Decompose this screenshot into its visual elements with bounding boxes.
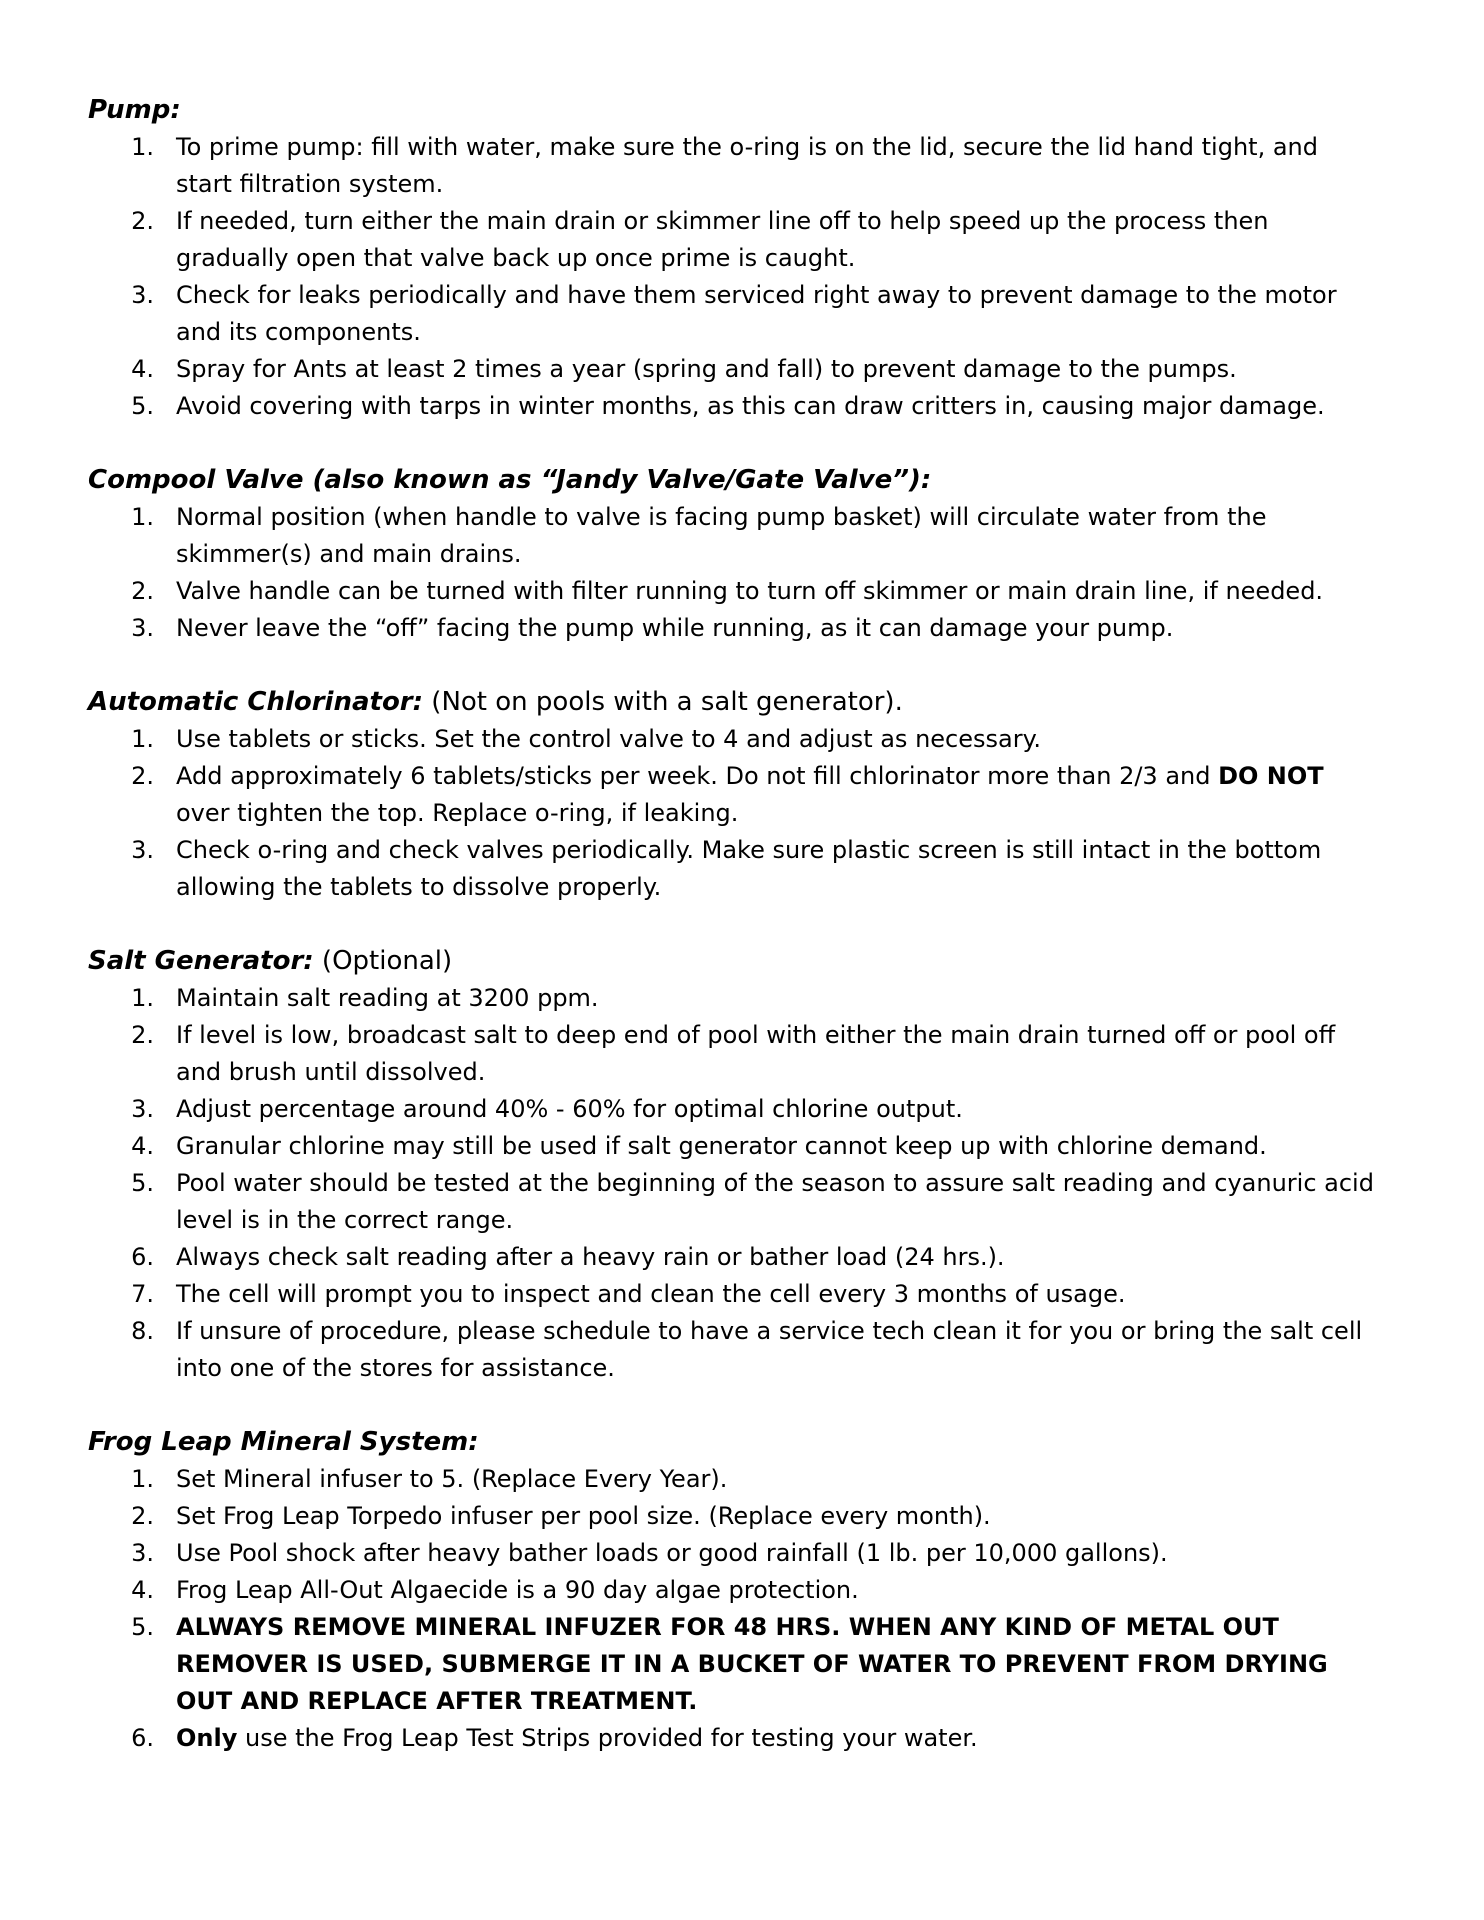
item-number: 4. xyxy=(131,1576,154,1604)
item-number: 3. xyxy=(131,614,154,642)
list-item xyxy=(88,758,1414,832)
list-item xyxy=(88,203,1414,277)
list-item xyxy=(88,351,1414,388)
section-heading xyxy=(88,462,1414,499)
item-text: Granular chlorine may still be used if salt generator cannot keep up with chlorine demand. xyxy=(176,1132,1267,1160)
item-number: 5. xyxy=(131,392,154,420)
item-text: Maintain salt reading at 3200 ppm. xyxy=(176,984,599,1012)
heading-title: Automatic Chlorinator: xyxy=(88,687,424,717)
item-number: 2. xyxy=(131,207,154,235)
list-item xyxy=(88,1276,1414,1313)
item-text: Set Mineral infuser to 5. (Replace Every Year). xyxy=(176,1465,728,1493)
list-item xyxy=(88,832,1414,906)
list-item xyxy=(88,1720,1414,1757)
list-item xyxy=(88,1609,1414,1720)
item-text: Use tablets or sticks. Set the control valve to 4 and adjust as necessary. xyxy=(176,725,1041,753)
item-text: Adjust percentage around 40% - 60% for optimal chlorine output. xyxy=(176,1095,963,1123)
item-text: Pool water should be tested at the beginning of the season to assure salt reading and cyanuric acid level is in the correct range. xyxy=(176,1169,1374,1234)
heading-title: Salt Generator: xyxy=(88,946,314,976)
item-text: Set Frog Leap Torpedo infuser per pool size. (Replace every month). xyxy=(176,1502,991,1530)
frog-leap-list xyxy=(88,1461,1414,1757)
item-number: 3. xyxy=(131,1095,154,1123)
item-number: 8. xyxy=(131,1317,154,1345)
heading-note: (Not on pools with a salt generator). xyxy=(423,687,903,717)
item-text: Check for leaks periodically and have them serviced right away to prevent damage to the motor and its components. xyxy=(176,281,1337,346)
item-text: The cell will prompt you to inspect and clean the cell every 3 months of usage. xyxy=(176,1280,1126,1308)
valve-list xyxy=(88,499,1414,647)
item-text xyxy=(176,1720,1414,1757)
item-text: Avoid covering with tarps in winter months, as this can draw critters in, causing major damage. xyxy=(176,392,1325,420)
heading-title: Compool Valve (also known as “Jandy Valve/Gate Valve”): xyxy=(88,465,932,495)
item-text: If unsure of procedure, please schedule to have a service tech clean it for you or bring the salt cell into one of the stores for assistance. xyxy=(176,1317,1363,1382)
list-item xyxy=(88,1239,1414,1276)
list-item xyxy=(88,1461,1414,1498)
list-item xyxy=(88,1017,1414,1091)
section-heading xyxy=(88,943,1414,980)
item-text: If level is low, broadcast salt to deep end of pool with either the main drain turned off or pool off and brush until dissolved. xyxy=(176,1021,1336,1086)
item-number: 3. xyxy=(131,836,154,864)
item-text: Always check salt reading after a heavy rain or bather load (24 hrs.). xyxy=(176,1243,1005,1271)
item-number: 5. xyxy=(131,1613,154,1641)
section-pump xyxy=(88,92,1414,425)
item-text: Check o-ring and check valves periodically. Make sure plastic screen is still intact in the bottom allowing the tablets to dissolve properly. xyxy=(176,836,1322,901)
item-number: 2. xyxy=(131,762,154,790)
item-text: Valve handle can be turned with filter running to turn off skimmer or main drain line, if needed. xyxy=(176,577,1324,605)
heading-title: Frog Leap Mineral System: xyxy=(88,1427,479,1457)
section-compool-valve xyxy=(88,462,1414,647)
heading-note: (Optional) xyxy=(313,946,453,976)
section-heading xyxy=(88,92,1414,129)
item-number: 6. xyxy=(131,1243,154,1271)
list-item xyxy=(88,1313,1414,1387)
item-number: 4. xyxy=(131,1132,154,1160)
section-automatic-chlorinator xyxy=(88,684,1414,906)
salt-list xyxy=(88,980,1414,1387)
section-heading xyxy=(88,1424,1414,1461)
list-item xyxy=(88,499,1414,573)
list-item xyxy=(88,573,1414,610)
item-number: 5. xyxy=(131,1169,154,1197)
bold-text: Only xyxy=(176,1724,238,1752)
list-item xyxy=(88,610,1414,647)
list-item xyxy=(88,129,1414,203)
item-number: 1. xyxy=(131,503,154,531)
item-text-warning: ALWAYS REMOVE MINERAL INFUZER FOR 48 HRS. WHEN ANY KIND OF METAL OUT REMOVER IS USED, SUBMERGE IT IN A BUCKET OF WATER TO PREVENT FROM DRYING OUT AND REPLACE AFTER TREATMENT. xyxy=(176,1613,1328,1715)
text-run: Add approximately 6 tablets/sticks per week. Do not fill chlorinator more than 2/3 and xyxy=(176,762,1219,790)
text-run: over tighten the top. Replace o-ring, if leaking. xyxy=(176,799,739,827)
section-frog-leap xyxy=(88,1424,1414,1757)
item-number: 1. xyxy=(131,984,154,1012)
item-number: 6. xyxy=(131,1724,154,1752)
item-number: 2. xyxy=(131,577,154,605)
section-salt-generator xyxy=(88,943,1414,1387)
item-text xyxy=(176,758,1414,832)
item-number: 1. xyxy=(131,725,154,753)
item-number: 2. xyxy=(131,1021,154,1049)
list-item xyxy=(88,388,1414,425)
item-number: 1. xyxy=(131,133,154,161)
item-text: Never leave the “off” facing the pump while running, as it can damage your pump. xyxy=(176,614,1174,642)
text-run: use the Frog Leap Test Strips provided for testing your water. xyxy=(237,1724,978,1752)
list-item xyxy=(88,1498,1414,1535)
item-text: Frog Leap All-Out Algaecide is a 90 day algae protection. xyxy=(176,1576,859,1604)
item-number: 7. xyxy=(131,1280,154,1308)
pump-list xyxy=(88,129,1414,425)
item-text: If needed, turn either the main drain or skimmer line off to help speed up the process then gradually open that valve back up once prime is caught. xyxy=(176,207,1269,272)
item-text: Spray for Ants at least 2 times a year (spring and fall) to prevent damage to the pumps. xyxy=(176,355,1237,383)
heading-title: Pump: xyxy=(88,95,181,125)
item-number: 3. xyxy=(131,1539,154,1567)
list-item xyxy=(88,980,1414,1017)
bold-text: DO NOT xyxy=(1218,762,1324,790)
item-text: Use Pool shock after heavy bather loads or good rainfall (1 lb. per 10,000 gallons). xyxy=(176,1539,1168,1567)
list-item xyxy=(88,1165,1414,1239)
list-item xyxy=(88,1128,1414,1165)
section-heading xyxy=(88,684,1414,721)
item-number: 2. xyxy=(131,1502,154,1530)
item-text: To prime pump: fill with water, make sure the o-ring is on the lid, secure the lid hand tight, and start filtration system. xyxy=(176,133,1318,198)
list-item xyxy=(88,1572,1414,1609)
chlorinator-list xyxy=(88,721,1414,906)
item-number: 3. xyxy=(131,281,154,309)
item-number: 4. xyxy=(131,355,154,383)
list-item xyxy=(88,1091,1414,1128)
list-item xyxy=(88,721,1414,758)
item-number: 1. xyxy=(131,1465,154,1493)
list-item xyxy=(88,1535,1414,1572)
list-item xyxy=(88,277,1414,351)
item-text: Normal position (when handle to valve is facing pump basket) will circulate water from the skimmer(s) and main drains. xyxy=(176,503,1267,568)
